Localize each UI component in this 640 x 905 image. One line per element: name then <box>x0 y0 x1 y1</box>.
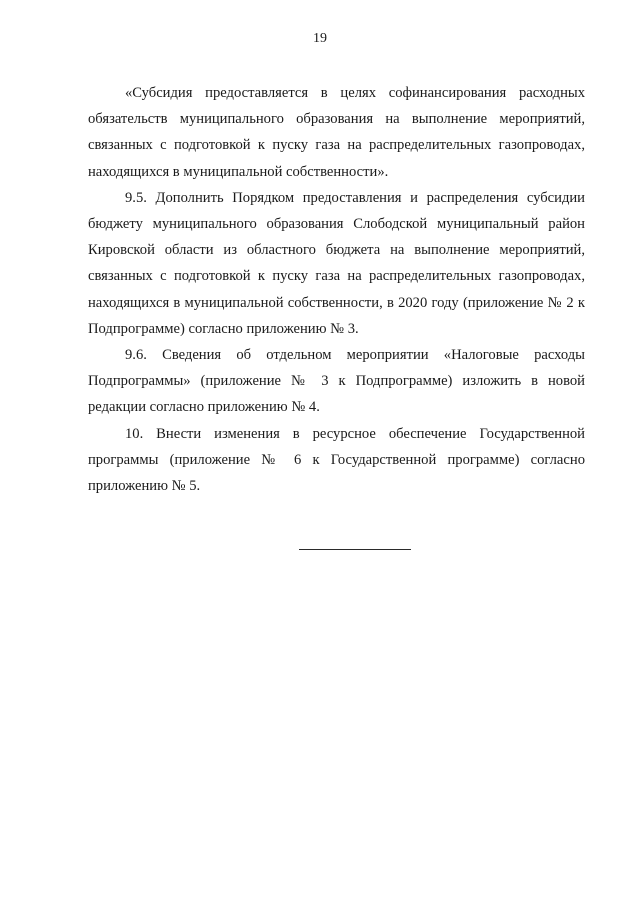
paragraph-9-6: 9.6. Сведения об отдельном мероприятии «Налоговые расходы Подпрограммы» (приложение № 3 к Подпрограмме) изложить в новой редакции согласно приложению № 4. <box>88 347 585 416</box>
page-number: 19 <box>313 31 327 46</box>
paragraph-10: 10. Внести изменения в ресурсное обеспечение Государственной программы (приложение № 6 к Государственной программе) согласно приложению № 5. <box>88 425 585 495</box>
document-body <box>88 80 585 499</box>
paragraph-subsidy-purpose: «Субсидия предоставляется в целях софинансирования расходных обязательств муниципального образования на выполнение мероприятий, связанных с подготовкой к пуску газа на распределительных газопроводах, находящихся в муниципальной собственности». <box>88 85 585 180</box>
closing-divider <box>299 549 411 550</box>
paragraph-9-5: 9.5. Дополнить Порядком предоставления и распределения субсидии бюджету муниципального образования Слободской муниципальный район Кировской области из областного бюджета на выполнение мероприятий, связанных с подготовкой к пуску газа на распределительных газопроводах, находящихся в муниципальной собственности, в 2020 году (приложение № 2 к Подпрограмме) согласно приложению № 3. <box>88 189 585 337</box>
